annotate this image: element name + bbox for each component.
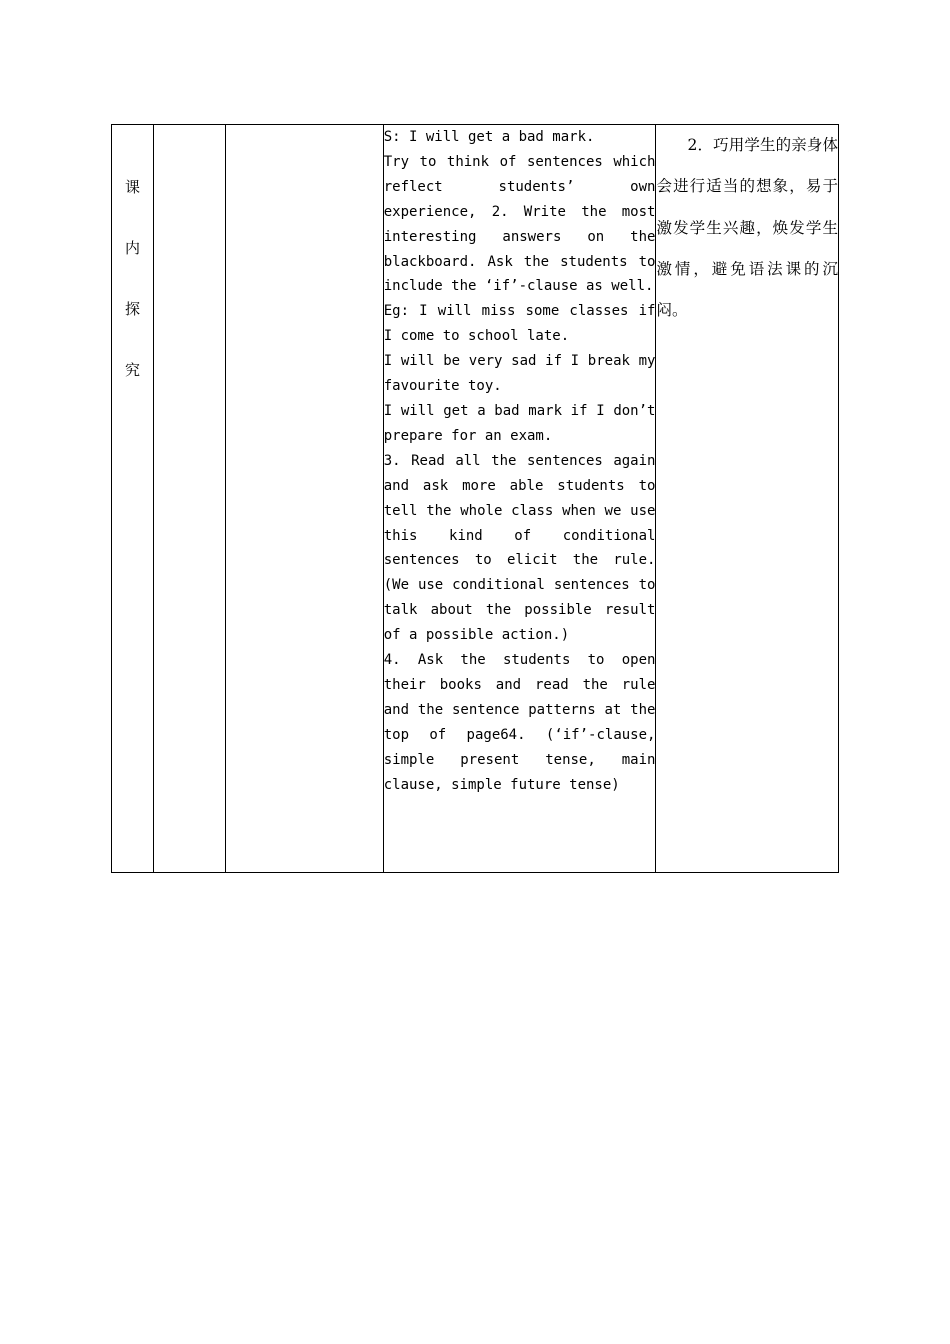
content-paragraph: Eg: I will miss some classes if I come to school late. bbox=[383, 303, 656, 345]
blank-cell-2 bbox=[226, 125, 383, 873]
section-label bbox=[112, 125, 153, 421]
blank-cell-1 bbox=[154, 125, 226, 873]
section-label-char: 内 bbox=[125, 239, 141, 257]
content-paragraph: S: I will get a bad mark. bbox=[383, 129, 595, 145]
section-label-char: 课 bbox=[125, 178, 141, 196]
content-paragraph: I will be very sad if I break my favourite toy. bbox=[383, 353, 656, 395]
design-intent-text: 2．巧用学生的亲身体会进行适当的想象，易于激发学生兴趣，焕发学生激情，避免语法课的沉闷。 bbox=[656, 136, 838, 320]
section-label-char: 究 bbox=[125, 361, 141, 379]
lesson-plan-table bbox=[111, 124, 839, 873]
teaching-content-cell bbox=[383, 125, 656, 873]
content-paragraph: 3. Read all the sentences again and ask more able students to tell the whole class when we use this kind of conditional sentences to elicit the rule. (We use conditional sentences to talk about the possible result of a possible action.) bbox=[383, 452, 656, 644]
content-paragraph: Try to think of sentences which reflect students’ own experience, 2. Write the most interesting answers on the blackboard. Ask the students to include the ‘if’-clause as well. bbox=[383, 153, 656, 295]
section-label-char: 探 bbox=[125, 300, 141, 318]
content-paragraph: I will get a bad mark if I don’t prepare for an exam. bbox=[383, 402, 656, 444]
content-paragraph: 4. Ask the students to open their books and read the rule and the sentence patterns at the top of page64. (‘if’-clause, simple present tense, main clause, simple future tense) bbox=[383, 652, 656, 793]
design-intent-cell bbox=[656, 125, 839, 873]
table-row bbox=[112, 125, 839, 873]
section-label-cell bbox=[112, 125, 154, 873]
